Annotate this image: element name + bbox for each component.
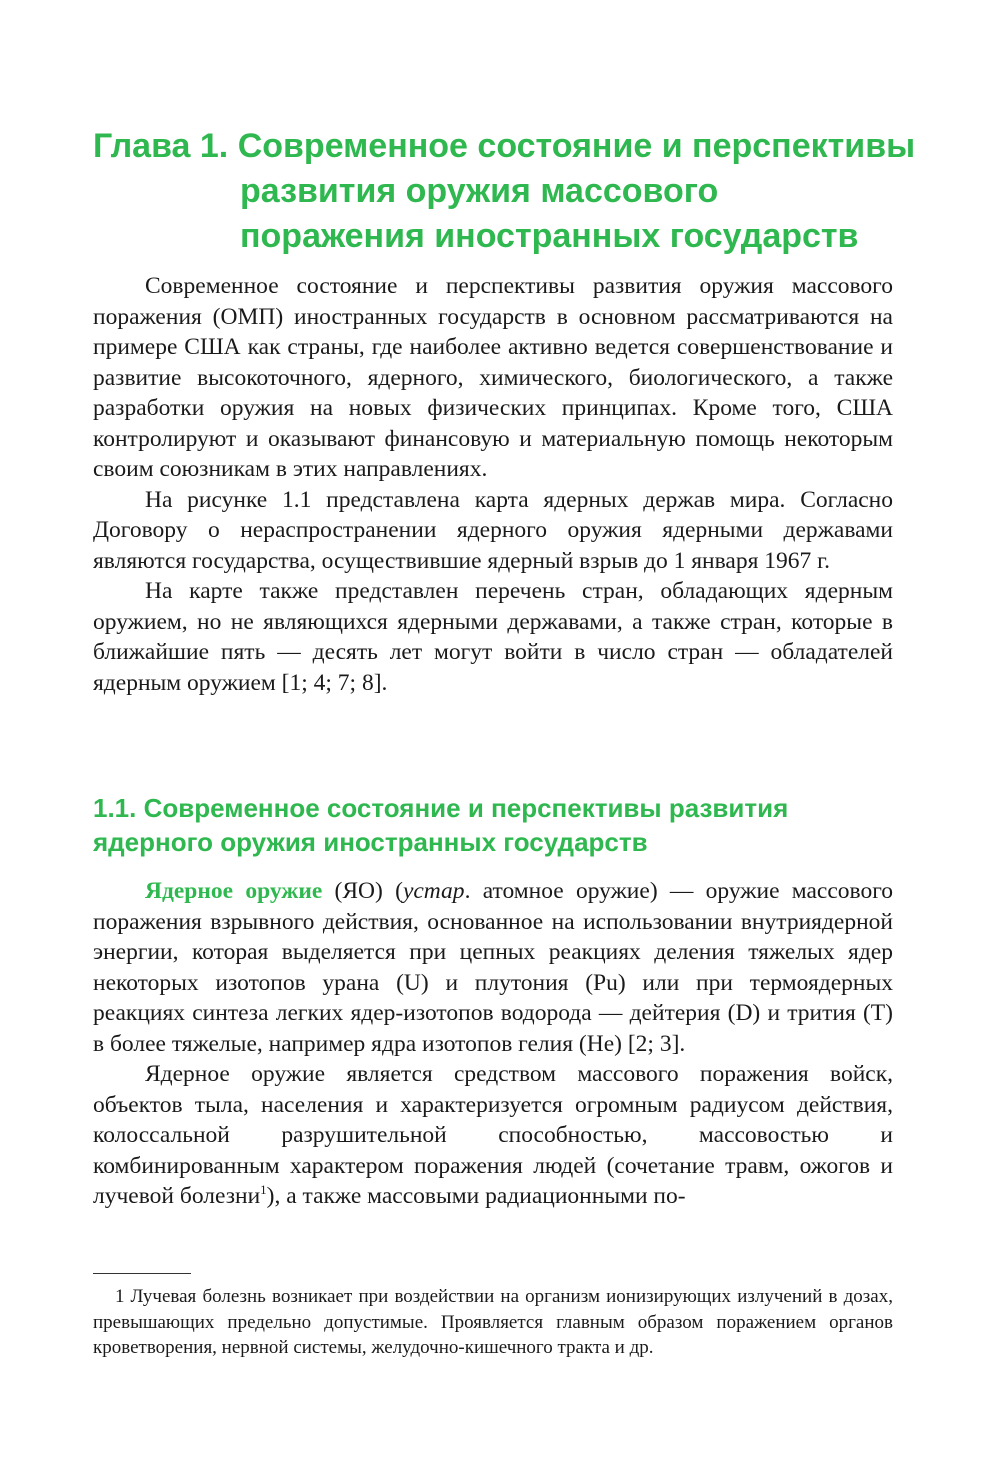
section-title-line-1: 1.1. Современное состояние и перспективы развития: [93, 793, 789, 823]
abbr-obsolete: устар: [402, 878, 465, 904]
intro-paragraph-2: На рисунке 1.1 представлена карта ядерных держав мира. Согласно Договору о нераспространении ядерного оружия ядерными державами являются государства, осуществившие ядерный взрыв до 1 января 1967 г.: [93, 486, 893, 574]
section-text: [93, 876, 893, 1212]
section-paragraph-1-part-b: . атомное оружие) — оружие массового поражения взрывного действия, основанное на использовании внутриядерной энергии, которая выделяется при цепных реакциях деления тяжелых ядер некоторых изотопов урана (U) и плутония (Pu) или при термоядерных реакциях синтеза легких ядер-изотопов водорода — дейтерия (D) и трития (T) в более тяжелые, например ядра изотопов гелия (He) [2; 3].: [93, 878, 894, 1057]
section-title-line-2: ядерного оружия иностранных государств: [93, 827, 648, 857]
footnote: [93, 1284, 893, 1361]
footnote-reference: 1: [260, 1182, 267, 1198]
chapter-title-line-1: Глава 1. Современное состояние и перспективы: [93, 127, 916, 165]
chapter-title: [93, 124, 916, 259]
term-nuclear-weapon: Ядерное оружие: [145, 878, 323, 904]
intro-text: [93, 271, 893, 698]
footnote-divider: [93, 1273, 191, 1274]
section-paragraph-1: [93, 876, 893, 1059]
section-paragraph-1-part-a: (ЯО) (: [322, 878, 403, 904]
section-title: [93, 791, 893, 859]
chapter-title-line-2: развития оружия массового: [240, 172, 719, 210]
chapter-title-line-3: поражения иностранных государств: [240, 217, 859, 255]
intro-paragraph-1: Современное состояние и перспективы развития оружия массового поражения (ОМП) иностранных государств в основном рассматриваются на примере США как страны, где наиболее активно ведется совершенствование и развитие высокоточного, ядерного, химического, биологического, а также разработки оружия на новых физических принципах. Кроме того, США контролируют и оказывают финансовую и материальную помощь некоторым своим союзникам в этих направлениях.: [93, 273, 893, 482]
section-paragraph-2: [93, 1059, 893, 1212]
section-paragraph-2-part-b: ), а также массовыми радиационными по-: [266, 1183, 686, 1209]
intro-paragraph-3: На карте также представлен перечень стран, обладающих ядерным оружием, но не являющихся ядерными державами, а также стран, которые в ближайшие пять — десять лет могут войти в число стран — обладателей ядерным оружием [1; 4; 7; 8].: [93, 578, 893, 696]
footnote-number: 1: [115, 1286, 125, 1307]
section-paragraph-2-part-a: Ядерное оружие является средством массового поражения войск, объектов тыла, населения и характеризуется огромным радиусом действия, колоссальной разрушительной способностью, массовостью и комбинированным характером поражения людей (сочетание травм, ожогов и лучевой болезни: [93, 1061, 893, 1209]
footnote-text: Лучевая болезнь возникает при воздействии на организм ионизирующих излучений в дозах, превышающих предельно допустимые. Проявляется главным образом поражением органов кроветворения, нервной системы, желудочно-кишечного тракта и др.: [93, 1286, 893, 1358]
